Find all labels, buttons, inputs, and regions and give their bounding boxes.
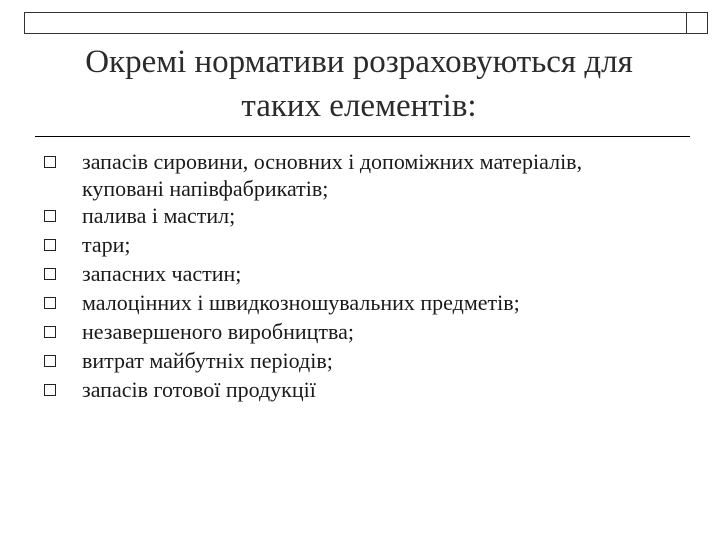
hollow-square-bullet-icon — [44, 156, 56, 168]
hollow-square-bullet-icon — [44, 384, 56, 396]
header-accent-square — [686, 12, 708, 34]
list-item — [44, 231, 664, 258]
slide-title — [28, 40, 690, 128]
list-item-text: запасних частин; — [82, 261, 242, 286]
list-item — [44, 289, 664, 316]
hollow-square-bullet-icon — [44, 297, 56, 309]
list-item — [44, 318, 664, 345]
list-item-text: запасів готової продукції — [82, 377, 316, 402]
list-item — [44, 202, 664, 229]
list-item — [44, 347, 664, 374]
list-item-text: витрат майбутніх періодів; — [82, 348, 333, 373]
list-item-text: палива і мастил; — [82, 203, 236, 228]
title-divider — [35, 136, 690, 137]
hollow-square-bullet-icon — [44, 239, 56, 251]
slide-title-line-2: таких елементів: — [241, 88, 477, 124]
slide-title-line-1: Окремі нормативи розраховуються для — [85, 44, 633, 80]
list-item — [44, 260, 664, 287]
list-item-text: тари; — [82, 232, 131, 257]
list-item-text: запасів сировини, основних і допоміжних матеріалів, куповані напівфабрикатів; — [82, 149, 583, 201]
hollow-square-bullet-icon — [44, 210, 56, 222]
header-accent-bar — [24, 12, 690, 34]
hollow-square-bullet-icon — [44, 268, 56, 280]
list-item-text: незавершеного виробництва; — [82, 319, 355, 344]
list-item — [44, 376, 664, 403]
hollow-square-bullet-icon — [44, 355, 56, 367]
list-item — [44, 148, 664, 202]
hollow-square-bullet-icon — [44, 326, 56, 338]
bullet-list — [44, 148, 664, 405]
list-item-text: малоцінних і швидкозношувальних предметів; — [82, 290, 520, 315]
